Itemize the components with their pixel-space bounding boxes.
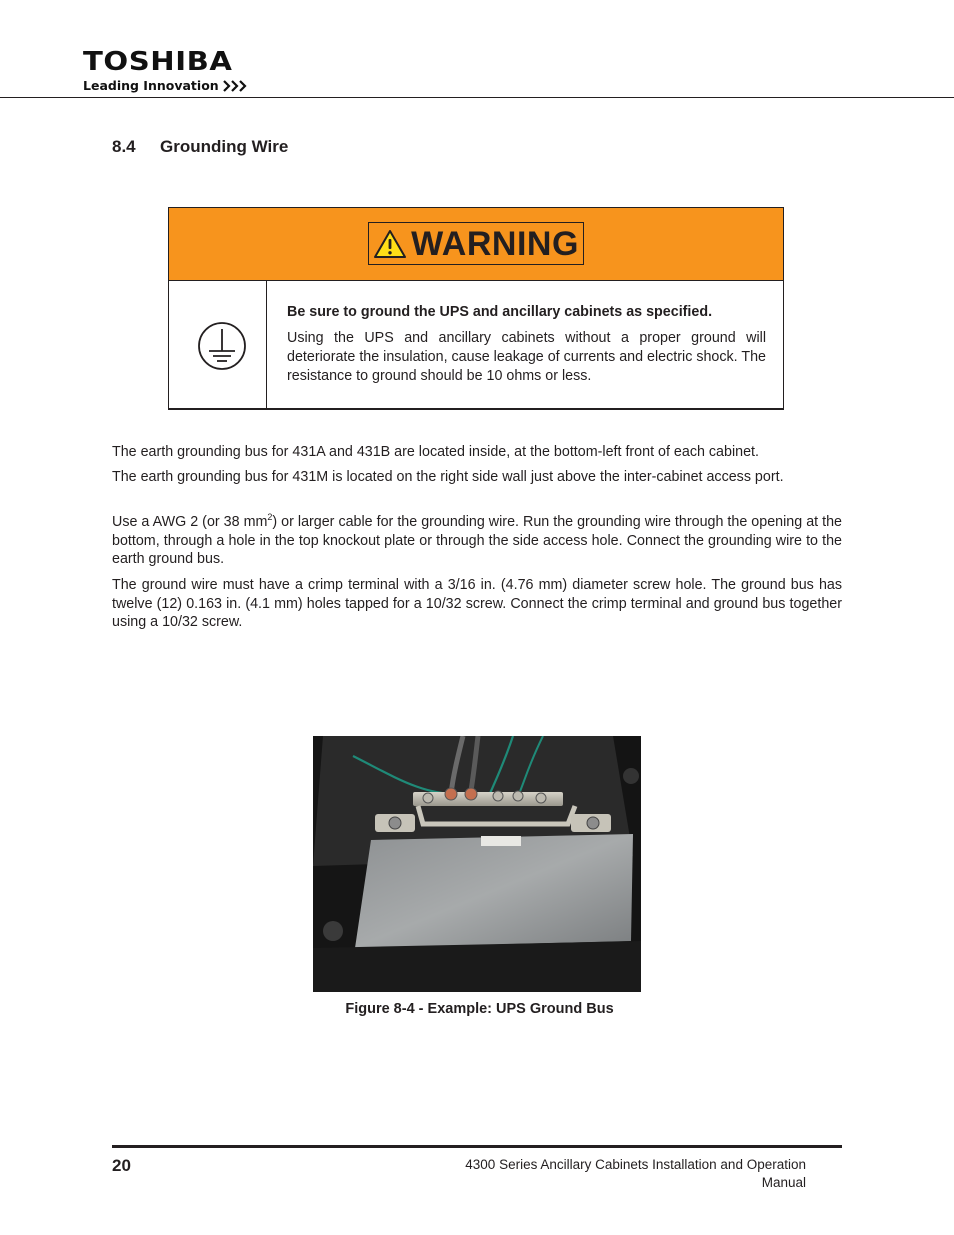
- section-number: 8.4: [112, 137, 136, 156]
- paragraph-cable-size: [112, 513, 842, 569]
- warning-body-text: Using the UPS and ancillary cabinets without a proper ground will deteriorate the insulation, cause leakage of currents and electric shock. The resistance to ground should be 10 ohms or less.: [287, 330, 766, 384]
- cable-size-text-1: Use a AWG 2 (or 38 mm: [112, 514, 268, 530]
- paragraph-grounding-431a-431b: The earth grounding bus for 431A and 431B are located inside, at the bottom-left front of each cabinet.: [112, 444, 759, 460]
- manual-title: 4300 Series Ancillary Cabinets Installation and Operation Manual: [465, 1157, 806, 1190]
- ground-bus-photo: [313, 736, 641, 992]
- cable-size-text-2: ) or larger cable for the grounding wire. Run the grounding wire through the opening at the bottom, through a hole in the top knockout plate or through the side access hole. Connect the grounding wire to the earth ground bus.: [112, 514, 842, 567]
- protective-earth-ground-icon: [197, 321, 247, 371]
- footer-divider: [112, 1145, 842, 1148]
- header-divider: [0, 97, 954, 98]
- warning-label-text: WARNING: [411, 224, 579, 263]
- section-heading: [112, 137, 288, 157]
- warning-label: [368, 222, 584, 265]
- warning-triangle-icon: [373, 229, 407, 259]
- tagline: [83, 78, 249, 94]
- paragraph-crimp-terminal: The ground wire must have a crimp terminal with a 3/16 in. (4.76 mm) diameter screw hole. The ground bus has twelve (12) 0.163 in. (4.1 mm) holes tapped for a 10/32 screw. Connect the crimp terminal and ground bus together using a 10/32 screw.: [112, 577, 842, 630]
- toshiba-logo: TOSHIBA: [83, 47, 233, 77]
- warning-symbol-cell: [169, 281, 267, 409]
- page-number: 20: [112, 1156, 131, 1175]
- warning-header: [169, 208, 783, 281]
- paragraph-grounding-431m: The earth grounding bus for 431M is located on the right side wall just above the inter-cabinet access port.: [112, 469, 784, 485]
- superscript-2: 2: [267, 512, 273, 523]
- figure-caption: Figure 8-4 - Example: UPS Ground Bus: [345, 1001, 614, 1017]
- warning-bold-line: Be sure to ground the UPS and ancillary cabinets as specified.: [287, 304, 713, 320]
- warning-box: [168, 207, 784, 410]
- section-title: Grounding Wire: [160, 137, 289, 156]
- warning-message: [287, 303, 766, 386]
- triple-chevron-right-icon: [223, 80, 249, 92]
- tagline-text: Leading Innovation: [83, 78, 219, 93]
